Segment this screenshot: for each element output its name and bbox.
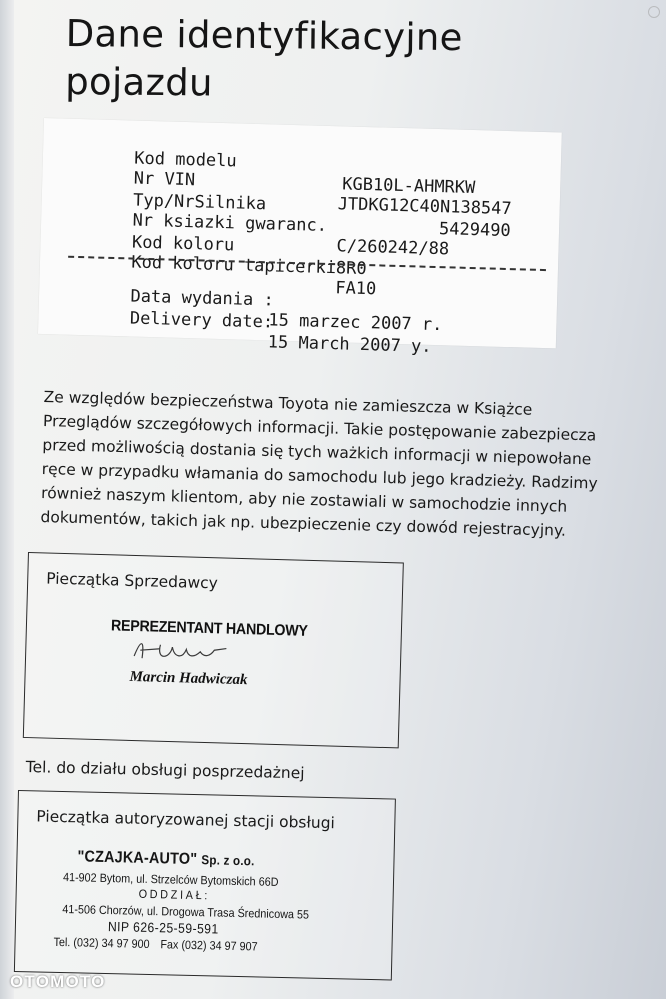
dealer-branch-label: ODDZIAŁ: xyxy=(138,886,211,903)
otomoto-watermark: OTOMOTO xyxy=(10,972,106,991)
label-key: Kod koloru xyxy=(131,232,235,256)
notice-line: przed możliwością dostania się tych ważkich informacji w niepowołane xyxy=(42,435,592,469)
seller-stamp-box xyxy=(23,552,404,748)
corner-mark xyxy=(648,6,660,18)
dealer-phone: Tel. (032) 34 97 900 xyxy=(53,934,150,952)
page-title-line1: Dane identyfikacyjne xyxy=(65,11,463,60)
service-stamp-box xyxy=(14,790,396,981)
notice-line: ręce w przypadku włamania do samochodu lub jego kradzieży. Radzimy xyxy=(41,459,598,493)
issue-date-label: Data wydania : xyxy=(130,286,274,311)
page-binding-edge xyxy=(0,0,14,999)
label-value: 8R0 xyxy=(335,258,367,280)
label-value: FA10 xyxy=(335,278,377,300)
service-stamp-caption: Pieczątka autoryzowanej stacji obsługi xyxy=(36,807,336,833)
dealer-company-suffix: Sp. z o.o. xyxy=(201,852,255,869)
dealer-address: 41-902 Bytom, ul. Strzelców Bytomskich 66D xyxy=(62,870,279,889)
dealer-company-name xyxy=(77,848,254,870)
issue-date-value: 15 marzec 2007 r. xyxy=(268,310,443,336)
signature-icon xyxy=(130,634,241,667)
label-key: Kod modelu xyxy=(134,148,237,172)
dealer-company: "CZAJKA-AUTO" xyxy=(77,848,198,869)
label-value: JTDKG12C40N138547 xyxy=(337,194,512,220)
label-key: Nr ksiazki gwaranc. xyxy=(132,210,328,236)
notice-line: Przeglądów szczegółowych informacji. Takie postępowanie zabezpiecza xyxy=(42,411,597,445)
service-phone-label: Tel. do działu obsługi posprzedażnej xyxy=(25,758,305,783)
notice-line: Ze względów bezpieczeństwa Toyota nie zamieszcza w Książce xyxy=(43,387,533,419)
security-notice xyxy=(40,385,624,544)
notice-line: dokumentów, takich jak np. ubezpieczenie czy dowód rejestracyjny. xyxy=(40,507,567,540)
page-title xyxy=(65,10,463,110)
label-key: Typ/NrSilnika xyxy=(132,190,267,215)
delivery-date-value: 15 March 2007 y. xyxy=(267,332,432,357)
dealer-fax: Fax (032) 34 97 907 xyxy=(160,937,258,954)
delivery-date-label: Delivery date: xyxy=(129,308,274,333)
vehicle-id-label xyxy=(38,118,562,357)
seller-stamp-name: Marcin Hadwiczak xyxy=(129,668,248,689)
dealer-branch-address: 41-506 Chorzów, ul. Drogowa Trasa Średnicowa 55 xyxy=(62,902,310,922)
seller-stamp-caption: Pieczątka Sprzedawcy xyxy=(46,569,219,593)
label-value: C/260242/88 xyxy=(336,236,450,260)
label-key: Kod koloru tapicerki xyxy=(131,252,337,279)
label-value: KGB10L-AHMRKW xyxy=(341,174,476,199)
notice-line: również naszym klientom, aby nie zostawiali w samochodzie innych xyxy=(40,483,568,516)
label-value: 5429490 xyxy=(438,219,511,242)
seller-stamp-title: REPREZENTANT HANDLOWY xyxy=(110,617,308,640)
page-title-line2: pojazdu xyxy=(65,59,214,105)
dealer-phone-fax xyxy=(53,935,257,954)
dealer-nip: NIP 626-25-59-591 xyxy=(107,919,219,937)
label-key: Nr VIN xyxy=(133,168,196,191)
